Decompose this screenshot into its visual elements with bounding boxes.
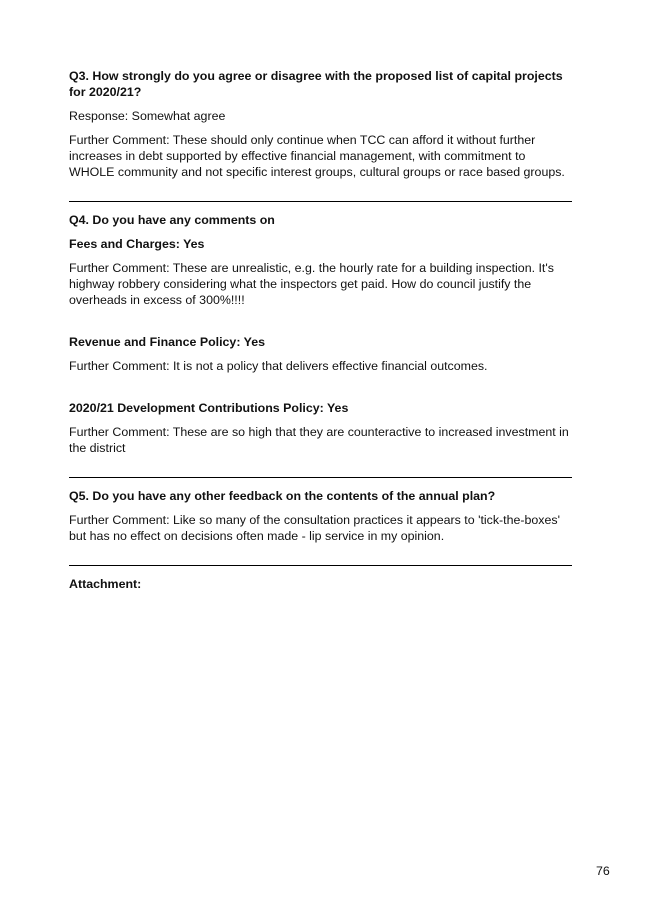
q4-fees-heading: Fees and Charges: Yes xyxy=(69,237,205,251)
q4-question: Q4. Do you have any comments on xyxy=(69,213,275,227)
q3-response: Response: Somewhat agree xyxy=(69,109,226,123)
q4-revenue-comment: Further Comment: It is not a policy that delivers effective financial outcomes. xyxy=(69,359,488,373)
q3-question: Q3. How strongly do you agree or disagree with the proposed list of capital projects for 2020/21? xyxy=(69,69,563,99)
q4-revenue-heading: Revenue and Finance Policy: Yes xyxy=(69,335,266,349)
divider-rule xyxy=(69,477,572,478)
divider-rule xyxy=(69,201,572,202)
document-page xyxy=(69,68,574,592)
page-number: 76 xyxy=(596,864,610,878)
q5-question: Q5. Do you have any other feedback on the contents of the annual plan? xyxy=(69,489,496,503)
divider-rule xyxy=(69,565,572,566)
attachment-label: Attachment: xyxy=(69,577,142,591)
q5-comment: Further Comment: Like so many of the consultation practices it appears to 'tick-the-boxes' but has no effect on decisions often made - lip service in my opinion. xyxy=(69,513,560,543)
q4-development-heading: 2020/21 Development Contributions Policy: Yes xyxy=(69,401,349,415)
q4-development-comment: Further Comment: These are so high that they are counteractive to increased investment in the district xyxy=(69,425,569,455)
q3-comment: Further Comment: These should only continue when TCC can afford it without further increases in debt supported by effective financial management, with commitment to WHOLE community and not specific interest groups, cultural groups or race based groups. xyxy=(69,133,565,179)
q4-fees-comment: Further Comment: These are unrealistic, e.g. the hourly rate for a building inspection. It's highway robbery considering what the inspectors get paid. How do council justify the overheads in excess of 300%!!!! xyxy=(69,261,554,307)
